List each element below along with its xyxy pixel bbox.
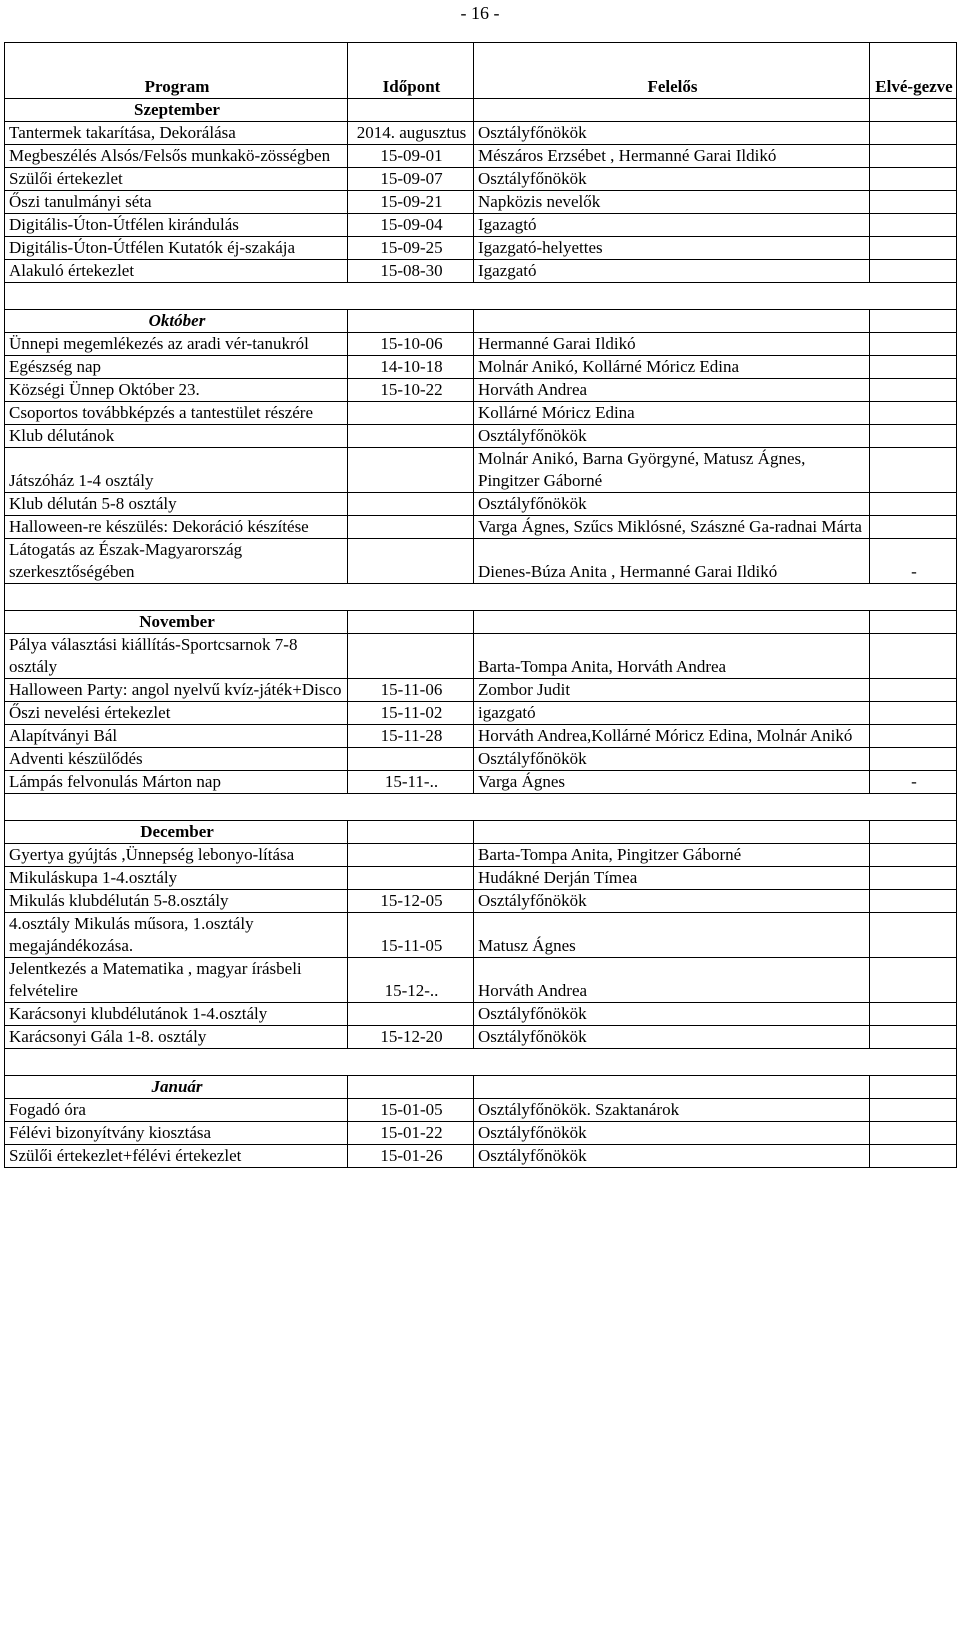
responsible-cell: Napközis nevelők	[474, 191, 870, 214]
program-cell: Digitális-Úton-Útfélen kirándulás	[5, 214, 348, 237]
done-cell	[870, 191, 957, 214]
responsible-cell: Osztályfőnökök	[474, 748, 870, 771]
responsible-cell: Horváth Andrea	[474, 958, 870, 1003]
section-gap	[5, 794, 957, 821]
done-cell	[870, 844, 957, 867]
done-cell	[870, 356, 957, 379]
empty-cell	[348, 821, 474, 844]
done-cell	[870, 493, 957, 516]
responsible-cell: Osztályfőnökök	[474, 1026, 870, 1049]
program-cell: Alakuló értekezlet	[5, 260, 348, 283]
done-cell	[870, 1003, 957, 1026]
date-cell	[348, 539, 474, 584]
section-gap	[5, 584, 957, 611]
done-cell	[870, 122, 957, 145]
program-cell: Félévi bizonyítvány kiosztása	[5, 1122, 348, 1145]
program-cell: Szülői értekezlet+félévi értekezlet	[5, 1145, 348, 1168]
program-cell: Ünnepi megemlékezés az aradi vér-tanukról	[5, 333, 348, 356]
empty-cell	[348, 611, 474, 634]
empty-cell	[870, 821, 957, 844]
schedule-row	[5, 122, 957, 145]
schedule-row	[5, 867, 957, 890]
month-heading: December	[5, 821, 348, 844]
done-cell	[870, 168, 957, 191]
program-cell: Klub délután 5-8 osztály	[5, 493, 348, 516]
responsible-cell: Hermanné Garai Ildikó	[474, 333, 870, 356]
header-row	[5, 43, 957, 99]
schedule-body	[5, 99, 957, 1168]
date-cell	[348, 867, 474, 890]
done-cell	[870, 402, 957, 425]
responsible-cell: Kollárné Móricz Edina	[474, 402, 870, 425]
done-cell	[870, 1122, 957, 1145]
page-number: - 16 -	[460, 3, 500, 23]
done-cell	[870, 867, 957, 890]
responsible-cell: Igazgató	[474, 260, 870, 283]
date-cell: 15-12-05	[348, 890, 474, 913]
responsible-cell: Varga Ágnes	[474, 771, 870, 794]
responsible-cell: Molnár Anikó, Kollárné Móricz Edina	[474, 356, 870, 379]
schedule-row	[5, 958, 957, 1003]
responsible-cell: Zombor Judit	[474, 679, 870, 702]
date-cell: 15-11-02	[348, 702, 474, 725]
schedule-row	[5, 634, 957, 679]
date-cell: 15-08-30	[348, 260, 474, 283]
program-cell: Csoportos továbbképzés a tantestület részére	[5, 402, 348, 425]
responsible-cell: Matusz Ágnes	[474, 913, 870, 958]
responsible-cell: Osztályfőnökök	[474, 890, 870, 913]
month-heading-row	[5, 1076, 957, 1099]
section-gap	[5, 283, 957, 310]
date-cell: 15-01-26	[348, 1145, 474, 1168]
schedule-row	[5, 168, 957, 191]
responsible-cell: Varga Ágnes, Szűcs Miklósné, Szászné Ga-radnai Márta	[474, 516, 870, 539]
date-cell	[348, 1003, 474, 1026]
responsible-cell: Osztályfőnökök	[474, 425, 870, 448]
program-cell: Halloween Party: angol nyelvű kvíz-játék+Disco	[5, 679, 348, 702]
schedule-row	[5, 748, 957, 771]
program-cell: Községi Ünnep Október 23.	[5, 379, 348, 402]
schedule-row	[5, 1003, 957, 1026]
date-cell: 15-12-20	[348, 1026, 474, 1049]
month-heading-row	[5, 310, 957, 333]
schedule-row	[5, 448, 957, 493]
schedule-row	[5, 702, 957, 725]
schedule-row	[5, 771, 957, 794]
done-cell	[870, 679, 957, 702]
date-cell: 15-09-21	[348, 191, 474, 214]
schedule-row	[5, 402, 957, 425]
responsible-cell: igazgató	[474, 702, 870, 725]
schedule-row	[5, 191, 957, 214]
date-cell: 15-09-25	[348, 237, 474, 260]
done-cell: -	[870, 539, 957, 584]
month-heading: Január	[5, 1076, 348, 1099]
date-cell: 2014. augusztus	[348, 122, 474, 145]
date-cell: 15-11-05	[348, 913, 474, 958]
date-cell: 15-09-04	[348, 214, 474, 237]
header-responsible: Felelős	[474, 43, 870, 99]
schedule-row	[5, 725, 957, 748]
month-heading: Szeptember	[5, 99, 348, 122]
done-cell	[870, 634, 957, 679]
responsible-cell: Osztályfőnökök	[474, 1122, 870, 1145]
responsible-cell: Osztályfőnökök	[474, 168, 870, 191]
empty-cell	[348, 99, 474, 122]
schedule-row	[5, 1145, 957, 1168]
done-cell	[870, 913, 957, 958]
program-cell: Pálya választási kiállítás-Sportcsarnok 7-8 osztály	[5, 634, 348, 679]
schedule-row	[5, 260, 957, 283]
date-cell	[348, 448, 474, 493]
schedule-row	[5, 1026, 957, 1049]
blank-cell	[5, 283, 957, 310]
date-cell: 15-11-..	[348, 771, 474, 794]
empty-cell	[870, 99, 957, 122]
schedule-table	[4, 42, 957, 1168]
responsible-cell: Barta-Tompa Anita, Pingitzer Gáborné	[474, 844, 870, 867]
date-cell: 15-01-22	[348, 1122, 474, 1145]
month-heading-row	[5, 99, 957, 122]
date-cell: 15-10-06	[348, 333, 474, 356]
schedule-row	[5, 214, 957, 237]
program-cell: Lámpás felvonulás Márton nap	[5, 771, 348, 794]
empty-cell	[474, 821, 870, 844]
program-cell: Digitális-Úton-Útfélen Kutatók éj-szakája	[5, 237, 348, 260]
program-cell: 4.osztály Mikulás műsora, 1.osztály megajándékozása.	[5, 913, 348, 958]
program-cell: Őszi tanulmányi séta	[5, 191, 348, 214]
program-cell: Adventi készülődés	[5, 748, 348, 771]
empty-cell	[474, 99, 870, 122]
done-cell	[870, 1026, 957, 1049]
empty-cell	[348, 310, 474, 333]
date-cell: 15-10-22	[348, 379, 474, 402]
header-date: Időpont	[348, 43, 474, 99]
schedule-row	[5, 516, 957, 539]
responsible-cell: Osztályfőnökök	[474, 1003, 870, 1026]
empty-cell	[474, 310, 870, 333]
date-cell	[348, 425, 474, 448]
done-cell	[870, 958, 957, 1003]
schedule-row	[5, 356, 957, 379]
done-cell	[870, 516, 957, 539]
responsible-cell: Osztályfőnökök	[474, 122, 870, 145]
date-cell: 15-12-..	[348, 958, 474, 1003]
done-cell	[870, 333, 957, 356]
date-cell: 15-01-05	[348, 1099, 474, 1122]
program-cell: Fogadó óra	[5, 1099, 348, 1122]
done-cell	[870, 214, 957, 237]
done-cell	[870, 702, 957, 725]
done-cell	[870, 1099, 957, 1122]
program-cell: Látogatás az Észak-Magyarország szerkesztőségében	[5, 539, 348, 584]
schedule-row	[5, 679, 957, 702]
date-cell	[348, 844, 474, 867]
date-cell	[348, 634, 474, 679]
responsible-cell: Osztályfőnökök. Szaktanárok	[474, 1099, 870, 1122]
header-done: Elvé-gezve	[870, 43, 957, 99]
responsible-cell: Osztályfőnökök	[474, 493, 870, 516]
schedule-row	[5, 379, 957, 402]
program-cell: Alapítványi Bál	[5, 725, 348, 748]
schedule-row	[5, 493, 957, 516]
program-cell: Egészség nap	[5, 356, 348, 379]
empty-cell	[348, 1076, 474, 1099]
responsible-cell: Molnár Anikó, Barna Györgyné, Matusz Ágnes, Pingitzer Gáborné	[474, 448, 870, 493]
done-cell	[870, 260, 957, 283]
responsible-cell: Igazagtó	[474, 214, 870, 237]
program-cell: Őszi nevelési értekezlet	[5, 702, 348, 725]
program-cell: Mikuláskupa 1-4.osztály	[5, 867, 348, 890]
empty-cell	[870, 1076, 957, 1099]
responsible-cell: Horváth Andrea	[474, 379, 870, 402]
responsible-cell: Horváth Andrea,Kollárné Móricz Edina, Molnár Anikó	[474, 725, 870, 748]
month-heading-row	[5, 611, 957, 634]
program-cell: Klub délutánok	[5, 425, 348, 448]
responsible-cell: Igazgató-helyettes	[474, 237, 870, 260]
month-heading-row	[5, 821, 957, 844]
schedule-row	[5, 913, 957, 958]
done-cell	[870, 379, 957, 402]
date-cell: 15-09-01	[348, 145, 474, 168]
date-cell	[348, 748, 474, 771]
program-cell: Jelentkezés a Matematika , magyar írásbeli felvételire	[5, 958, 348, 1003]
program-cell: Karácsonyi klubdélutánok 1-4.osztály	[5, 1003, 348, 1026]
schedule-row	[5, 145, 957, 168]
schedule-row	[5, 844, 957, 867]
done-cell: -	[870, 771, 957, 794]
schedule-row	[5, 539, 957, 584]
program-cell: Szülői értekezlet	[5, 168, 348, 191]
blank-cell	[5, 794, 957, 821]
empty-cell	[870, 310, 957, 333]
responsible-cell: Hudákné Derján Tímea	[474, 867, 870, 890]
empty-cell	[474, 1076, 870, 1099]
month-heading: November	[5, 611, 348, 634]
done-cell	[870, 890, 957, 913]
responsible-cell: Barta-Tompa Anita, Horváth Andrea	[474, 634, 870, 679]
empty-cell	[870, 611, 957, 634]
schedule-row	[5, 890, 957, 913]
responsible-cell: Dienes-Búza Anita , Hermanné Garai Ildikó	[474, 539, 870, 584]
responsible-cell: Osztályfőnökök	[474, 1145, 870, 1168]
done-cell	[870, 237, 957, 260]
schedule-row	[5, 237, 957, 260]
date-cell: 15-11-28	[348, 725, 474, 748]
program-cell: Játszóház 1-4 osztály	[5, 448, 348, 493]
date-cell: 15-11-06	[348, 679, 474, 702]
done-cell	[870, 1145, 957, 1168]
program-cell: Gyertya gyújtás ,Ünnepség lebonyo-lítása	[5, 844, 348, 867]
schedule-row	[5, 333, 957, 356]
done-cell	[870, 748, 957, 771]
done-cell	[870, 725, 957, 748]
month-heading: Október	[5, 310, 348, 333]
date-cell: 14-10-18	[348, 356, 474, 379]
blank-cell	[5, 584, 957, 611]
program-cell: Tantermek takarítása, Dekorálása	[5, 122, 348, 145]
section-gap	[5, 1049, 957, 1076]
program-cell: Halloween-re készülés: Dekoráció készítése	[5, 516, 348, 539]
program-cell: Mikulás klubdélután 5-8.osztály	[5, 890, 348, 913]
done-cell	[870, 145, 957, 168]
date-cell	[348, 402, 474, 425]
date-cell	[348, 516, 474, 539]
responsible-cell: Mészáros Erzsébet , Hermanné Garai Ildikó	[474, 145, 870, 168]
blank-cell	[5, 1049, 957, 1076]
date-cell: 15-09-07	[348, 168, 474, 191]
done-cell	[870, 448, 957, 493]
schedule-row	[5, 1122, 957, 1145]
schedule-row	[5, 425, 957, 448]
program-cell: Karácsonyi Gála 1-8. osztály	[5, 1026, 348, 1049]
done-cell	[870, 425, 957, 448]
empty-cell	[474, 611, 870, 634]
date-cell	[348, 493, 474, 516]
program-cell: Megbeszélés Alsós/Felsős munkakö-zösségben	[5, 145, 348, 168]
header-program: Program	[5, 43, 348, 99]
schedule-row	[5, 1099, 957, 1122]
